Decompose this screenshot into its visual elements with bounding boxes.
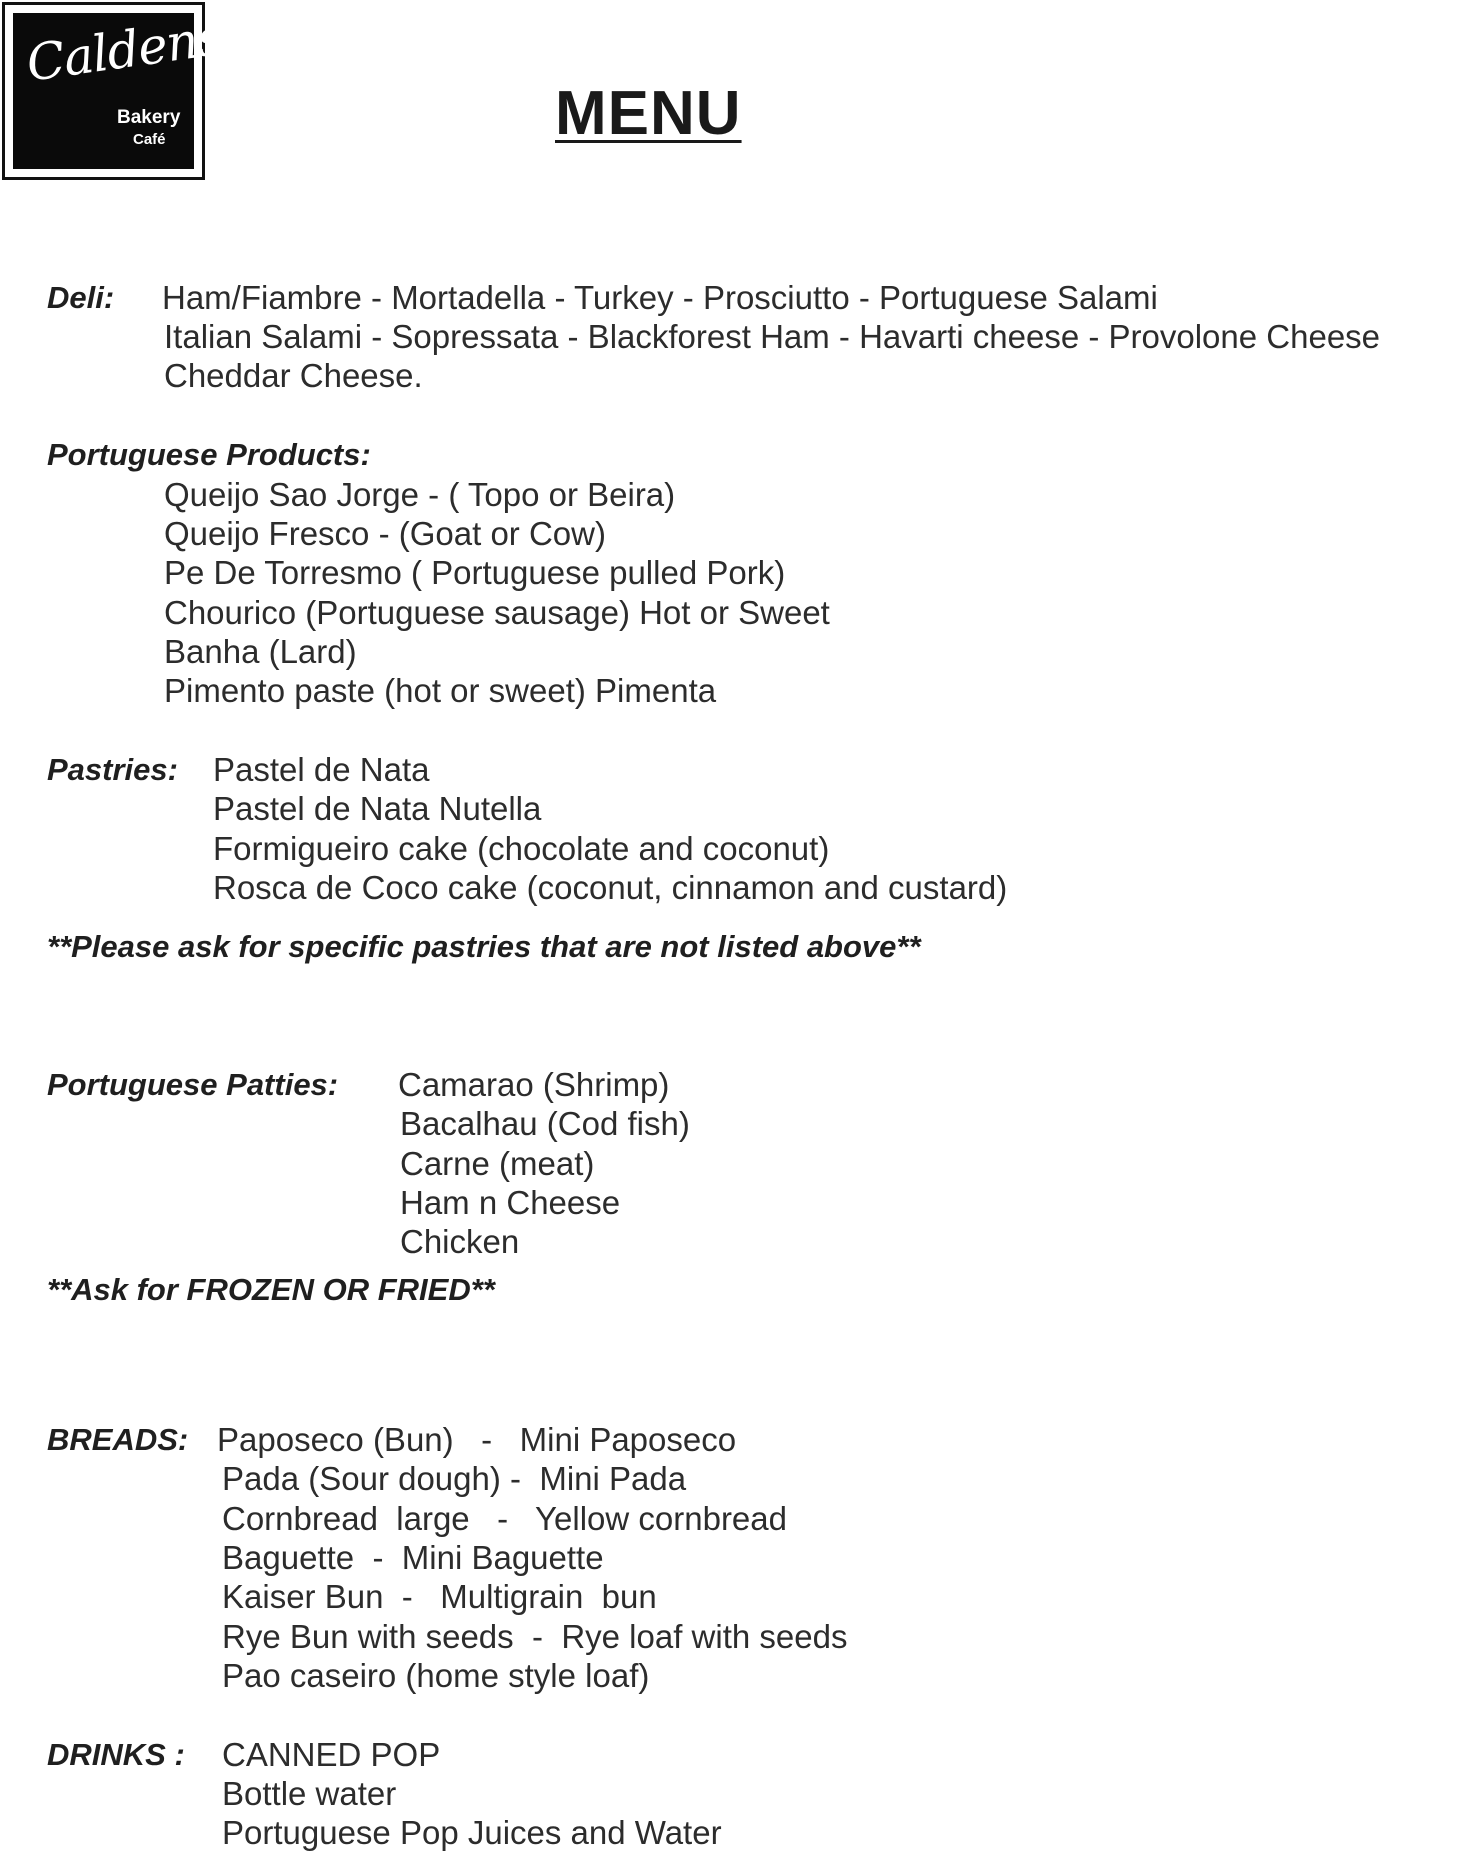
logo-bakery: Bakery [117, 107, 181, 128]
pastry-item: Formigueiro cake (chocolate and coconut) [213, 830, 830, 867]
bread-item: Rye Bun with seeds - Rye loaf with seeds [222, 1618, 848, 1655]
patty-item: Bacalhau (Cod fish) [400, 1105, 690, 1142]
product-item: Pimento paste (hot or sweet) Pimenta [164, 672, 717, 709]
logo-script: Caldense [22, 3, 254, 93]
bread-item: Kaiser Bun - Multigrain bun [222, 1578, 657, 1615]
patty-item: Carne (meat) [400, 1145, 595, 1182]
product-item: Queijo Sao Jorge - ( Topo or Beira) [164, 476, 676, 513]
patty-item: Chicken [400, 1223, 520, 1260]
deli-label: Deli: [47, 280, 115, 315]
product-item: Chourico (Portuguese sausage) Hot or Sweet [164, 594, 830, 631]
bread-item: Cornbread large - Yellow cornbread [222, 1500, 787, 1537]
patties-note: **Ask for FROZEN OR FRIED** [47, 1272, 495, 1307]
bread-item: Baguette - Mini Baguette [222, 1539, 604, 1576]
logo-background [13, 3, 254, 169]
pastry-item: Rosca de Coco cake (coconut, cinnamon and custard) [213, 869, 1008, 906]
pastry-item: Pastel de Nata [213, 751, 430, 788]
deli-item: Cheddar Cheese. [164, 357, 423, 394]
logo [2, 2, 254, 180]
breads-label: BREADS: [47, 1422, 189, 1457]
product-item: Banha (Lard) [164, 633, 357, 670]
product-item: Pe De Torresmo ( Portuguese pulled Pork) [164, 554, 786, 591]
drink-item: Portuguese Pop Juices and Water [222, 1814, 722, 1851]
drinks-label: DRINKS : [47, 1737, 185, 1772]
page-title: MENU [555, 79, 742, 148]
patty-item: Camarao (Shrimp) [398, 1066, 670, 1103]
logo-cafe: Café [133, 131, 166, 148]
drink-item: Bottle water [222, 1775, 397, 1812]
drink-item: CANNED POP [222, 1736, 441, 1773]
bread-item: Pao caseiro (home style loaf) [222, 1657, 650, 1694]
bread-item: Paposeco (Bun) - Mini Paposeco [217, 1421, 737, 1458]
deli-item: Ham/Fiambre - Mortadella - Turkey - Prosciutto - Portuguese Salami [162, 279, 1158, 316]
bread-item: Pada (Sour dough) - Mini Pada [222, 1460, 687, 1497]
pastries-label: Pastries: [47, 752, 178, 787]
portuguese-products-label: Portuguese Products: [47, 437, 371, 472]
deli-item: Italian Salami - Sopressata - Blackforest Ham - Havarti cheese - Provolone Cheese [164, 318, 1381, 355]
patties-label: Portuguese Patties: [47, 1067, 339, 1102]
pastry-item: Pastel de Nata Nutella [213, 790, 542, 827]
patty-item: Ham n Cheese [400, 1184, 621, 1221]
product-item: Queijo Fresco - (Goat or Cow) [164, 515, 606, 552]
pastries-note: **Please ask for specific pastries that are not listed above** [47, 929, 921, 964]
